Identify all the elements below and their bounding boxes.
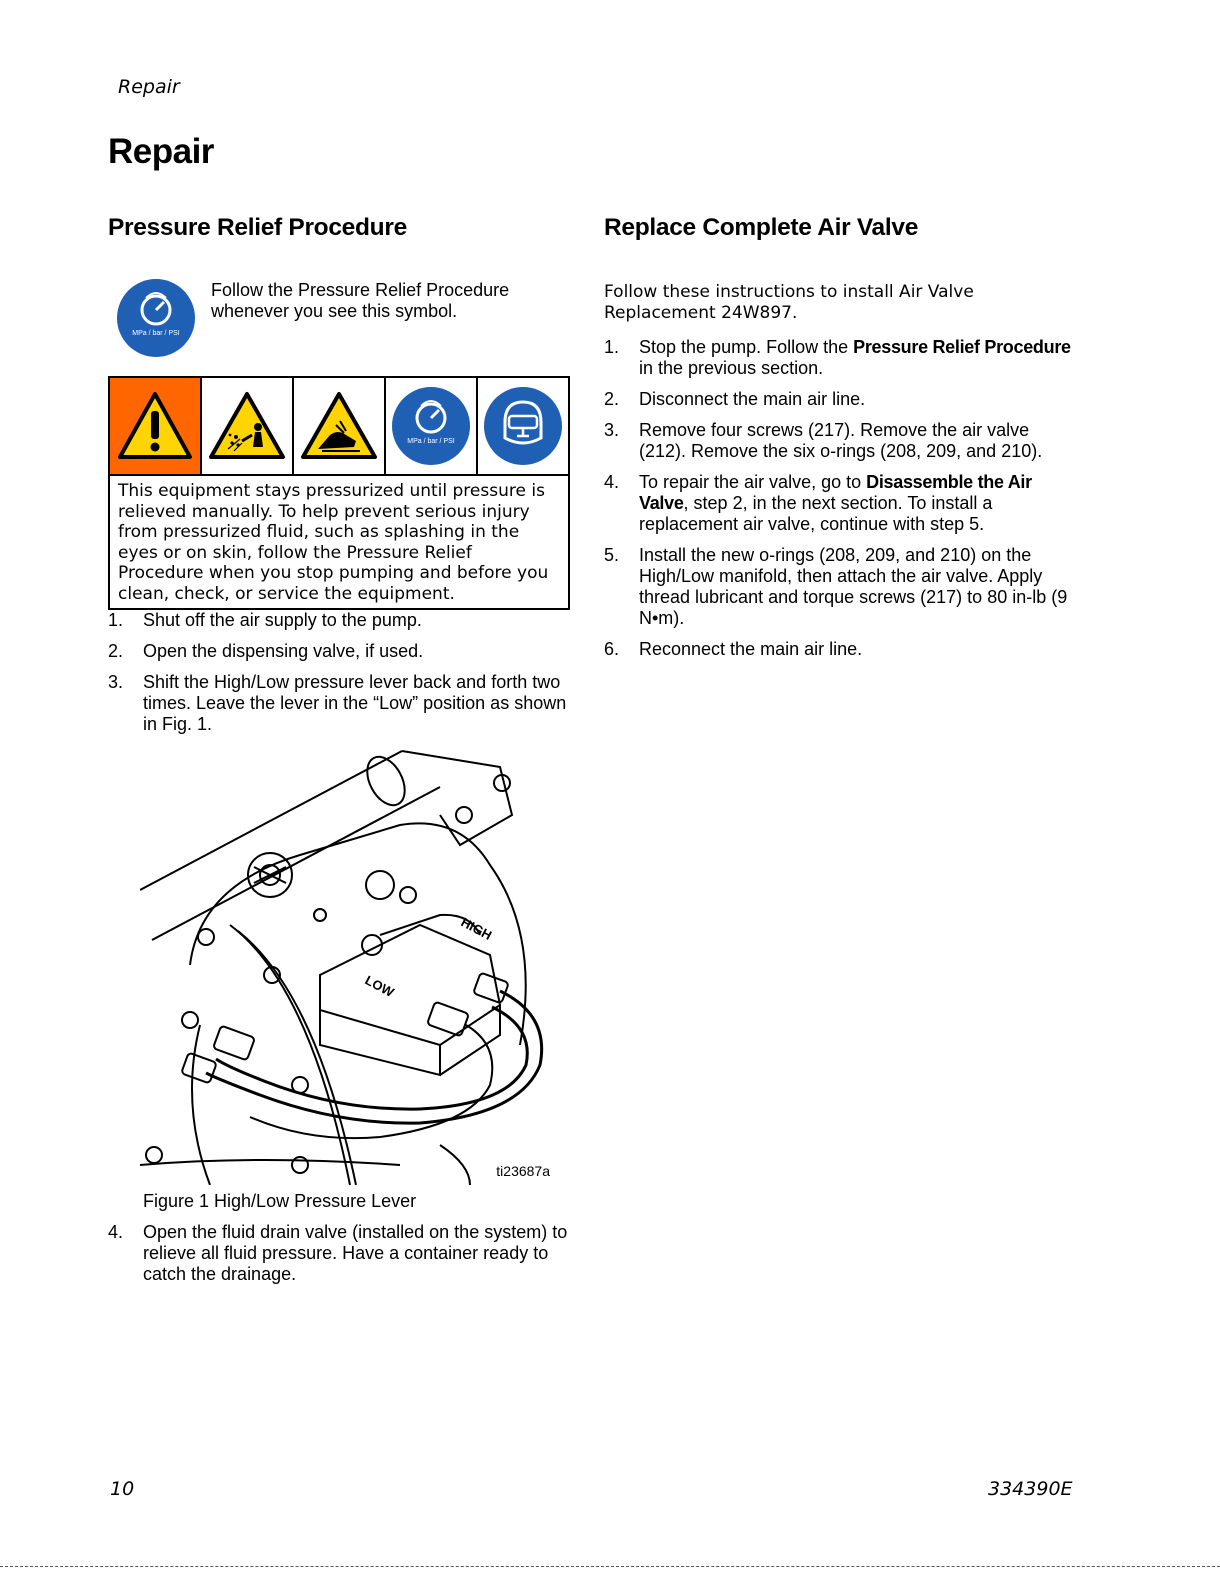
list-item: 4. Open the fluid drain valve (installed on the system) to relieve all fluid pressure. Have a container ready to catch the drainage. <box>108 1222 568 1284</box>
skin-injection-icon <box>300 391 378 461</box>
symbol-note <box>108 276 570 376</box>
list-item: 2. Disconnect the main air line. <box>604 389 866 409</box>
splash-hazard-icon <box>208 391 286 461</box>
pressure-gauge-icon <box>116 278 196 358</box>
list-item: 5. Install the new o-rings (208, 209, and 210) on the High/Low manifold, then attach the air valve. Apply thread lubricant and torque screws (217) to 80 in-lb (9 N•m). <box>604 545 1068 628</box>
svg-text:MPa / bar / PSI: MPa / bar / PSI <box>132 330 180 337</box>
replace-air-valve-heading: Replace Complete Air Valve <box>604 214 919 241</box>
left-column <box>108 214 570 1295</box>
cross-reference: Disassemble the Air Valve <box>639 472 1032 513</box>
eye-protection-cell <box>478 378 568 474</box>
air-valve-intro: Follow these instructions to install Air Valve Replacement 24W897. <box>604 282 974 323</box>
skin-injection-cell <box>294 378 386 474</box>
pressure-gauge-icon <box>391 386 471 466</box>
pressure-relief-cell <box>386 378 478 474</box>
symbol-note-text: Follow the Pressure Relief Procedure whenever you see this symbol. <box>211 280 510 321</box>
warning-exclamation-icon <box>117 391 193 461</box>
cross-reference: Pressure Relief Procedure <box>853 337 1071 357</box>
svg-text:HIGH: HIGH <box>458 914 495 943</box>
figure-high-low-lever <box>140 745 552 1185</box>
list-item: 3. Shift the High/Low pressure lever back and forth two times. Leave the lever in the “Low” position as shown in Fig. 1. <box>108 672 567 734</box>
running-head: Repair <box>118 76 180 98</box>
warning-icons <box>110 378 568 476</box>
warning-box <box>108 376 570 610</box>
pressure-relief-heading: Pressure Relief Procedure <box>108 214 407 241</box>
pump-illustration <box>140 745 552 1185</box>
air-valve-steps <box>604 337 1074 660</box>
pressure-relief-steps <box>108 610 570 735</box>
divider <box>0 1566 1220 1567</box>
doc-number: 334390E <box>988 1478 1073 1500</box>
list-item: 6. Reconnect the main air line. <box>604 639 863 659</box>
svg-text:MPa / bar / PSI: MPa / bar / PSI <box>407 438 455 445</box>
list-item: 2. Open the dispensing valve, if used. <box>108 641 424 661</box>
warning-text: This equipment stays pressurized until pressure is relieved manually. To help prevent serious injury from pressurized fluid, such as splashing in the eyes or on skin, follow the Pressure Relief Procedure when you stop pumping and before you clean, check, or service the equipment. <box>118 481 549 604</box>
figure-caption: Figure 1 High/Low Pressure Lever <box>143 1191 417 1211</box>
warning-cell <box>110 378 202 474</box>
list-item: 1. Stop the pump. Follow the Pressure Relief Procedure in the previous section. <box>604 337 1071 378</box>
list-item: 4. To repair the air valve, go to Disassemble the Air Valve, step 2, in the next section. To install a replacement air valve, continue with step 5. <box>604 472 1032 534</box>
figure-ref: ti23687a <box>496 1163 550 1179</box>
list-item: 1. Shut off the air supply to the pump. <box>108 610 422 630</box>
page-title: Repair <box>108 132 214 171</box>
splash-hazard-cell <box>202 378 294 474</box>
page-number: 10 <box>110 1478 135 1500</box>
face-shield-icon <box>483 386 563 466</box>
pressure-relief-steps-cont <box>108 1222 570 1285</box>
list-item: 3. Remove four screws (217). Remove the air valve (212). Remove the six o-rings (208, 209, and 210). <box>604 420 1043 461</box>
svg-text:LOW: LOW <box>362 972 397 1000</box>
right-column <box>604 214 1074 670</box>
